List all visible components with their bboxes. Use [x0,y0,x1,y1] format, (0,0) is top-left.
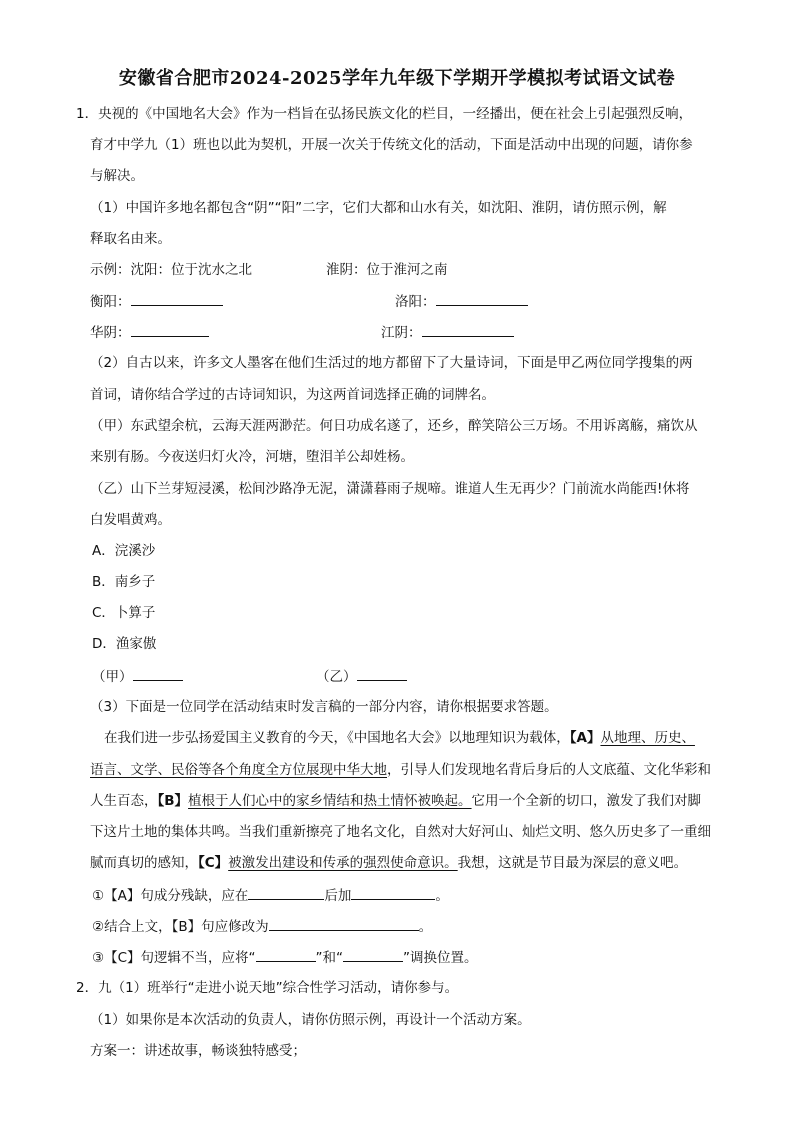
option-d[interactable]: D．渔家傲 [92,636,157,652]
option-b[interactable]: B．南乡子 [92,574,156,590]
item-1-blank-2[interactable] [351,885,435,900]
passage-text: 我想，这就是节目最为深层的意义吧。 [457,855,688,871]
passage-line-5 [90,853,687,873]
q1-sub2-prompt-line-1: （2）自古以来，许多文人墨客在他们生活过的地方都留下了大量诗词，下面是甲乙两位同学搜集的两 [90,355,693,371]
passage-line-2 [90,760,711,780]
q1-sub1-prompt-line-1: （1）中国许多地名都包含“阴”“阳”二字，它们大都和山水有关，如沈阳、淮阴，请仿照示例，解 [90,200,667,216]
q1-sub3-prompt: （3）下面是一位同学在活动结束时发言稿的一部分内容，请你根据要求答题。 [90,699,558,715]
q1-sub1-prompt-line-2: 释取名由来。 [90,231,171,247]
answer-a-blank[interactable] [133,666,183,681]
item-1-blank-1[interactable] [248,885,324,900]
item-3 [92,947,478,968]
q2-sub1-prompt: （1）如果你是本次活动的负责人，请你仿照示例，再设计一个活动方案。 [90,1012,531,1028]
field-hengyang-blank[interactable] [131,291,223,306]
item-2-text: 。 [418,919,433,935]
field-luoyang-label: 洛阳： [395,294,436,310]
item-3-text: ”调换位置。 [403,950,478,966]
field-jiangyin [381,322,514,343]
q1-stem-line-2: 育才中学九（1）班也以此为契机，开展一次关于传统文化的活动，下面是活动中出现的问题，请你参 [90,137,693,153]
example-huaiyin: 淮阴：位于淮河之南 [326,262,448,278]
tag-b: 【B】 [157,793,189,809]
passage-text: 人生百态， [90,793,158,809]
poem-b-line-1: （乙）山下兰芽短浸溪，松间沙路净无泥，潇潇暮雨子规啼。谁道人生无再少？门前流水尚能西!休将 [90,481,690,497]
field-huayin-blank[interactable] [131,322,209,337]
passage-text: 在我们进一步弘扬爱国主义教育的今天，《中国地名大会》以地理知识为载体， [104,730,570,746]
q1-stem-line-3: 与解决。 [90,168,144,184]
item-1 [92,885,449,906]
field-luoyang-blank[interactable] [436,291,528,306]
q2-stem: 2．九（1）班举行“走进小说天地”综合性学习活动，请你参与。 [76,980,459,996]
exam-title: 安徽省合肥市2024-2025学年九年级下学期开学模拟考试语文试卷 [118,68,676,89]
item-1-text: 。 [435,888,449,904]
sentence-b: 植根于人们心中的家乡情结和热土情怀被唤起。 [188,793,472,809]
answer-b-blank[interactable] [357,666,407,681]
tag-c: 【C】 [198,855,229,871]
field-huayin [90,322,209,343]
sentence-a-part-2: 语言、文学、民俗等各个角度全方位展现中华大地 [90,762,387,778]
passage-text: ，引导人们发现地名背后身后的人文底蕴、文化华彩和 [387,762,711,778]
field-hengyang [90,291,223,312]
item-3-blank-1[interactable] [256,947,316,962]
answer-a [92,666,183,687]
q1-sub2-prompt-line-2: 首词，请你结合学过的古诗词知识，为这两首词选择正确的词牌名。 [90,387,495,403]
option-c[interactable]: C．卜算子 [92,605,156,621]
q2-plan-1: 方案一：讲述故事，畅谈独特感受； [90,1043,306,1059]
q1-stem-line-1: 1．央视的《中国地名大会》作为一档旨在弘扬民族文化的栏目，一经播出，便在社会上引起强烈反响， [76,106,693,122]
field-jiangyin-blank[interactable] [422,322,514,337]
item-3-text: ③【C】句逻辑不当，应将“ [92,950,256,966]
passage-text: 它用一个全新的切口，激发了我们对脚 [471,793,702,809]
item-2-text: ②结合上文，【B】句应修改为 [92,919,269,935]
option-a[interactable]: A．浣溪沙 [92,543,156,559]
poem-a-line-2: 来别有肠。今夜送归灯火冷，河塘，堕泪羊公却姓杨。 [90,449,414,465]
answer-b-label: （乙） [316,669,357,685]
sentence-a-part-1: 从地理、历史、 [600,730,695,746]
field-huayin-label: 华阴： [90,325,131,341]
answer-b [316,666,407,687]
item-2-blank[interactable] [269,916,419,931]
item-3-blank-2[interactable] [343,947,403,962]
example-shenyang: 示例：沈阳：位于沈水之北 [90,262,252,278]
passage-text: 腻而真切的感知， [90,855,198,871]
field-jiangyin-label: 江阴： [381,325,422,341]
tag-a: 【A】 [569,730,601,746]
passage-line-1 [104,728,695,748]
passage-line-3 [90,791,701,811]
item-1-text: 后加 [324,888,352,904]
poem-b-line-2: 白发唱黄鸡。 [90,512,171,528]
sentence-c: 被激发出建设和传承的强烈使命意识。 [228,855,458,871]
answer-a-label: （甲） [92,669,133,685]
field-hengyang-label: 衡阳： [90,294,131,310]
poem-a-line-1: （甲）东武望余杭，云海天涯两渺茫。何日功成名遂了，还乡，醉笑陪公三万场。不用诉离觞，痛饮从 [90,418,698,434]
item-2 [92,916,432,937]
item-1-text: ①【A】句成分残缺，应在 [92,888,249,904]
field-luoyang [395,291,528,312]
passage-line-4: 下这片土地的集体共鸣。当我们重新擦亮了地名文化，自然对大好河山、灿烂文明、悠久历史多了一重细 [90,824,711,840]
item-3-text: ”和“ [315,950,344,966]
